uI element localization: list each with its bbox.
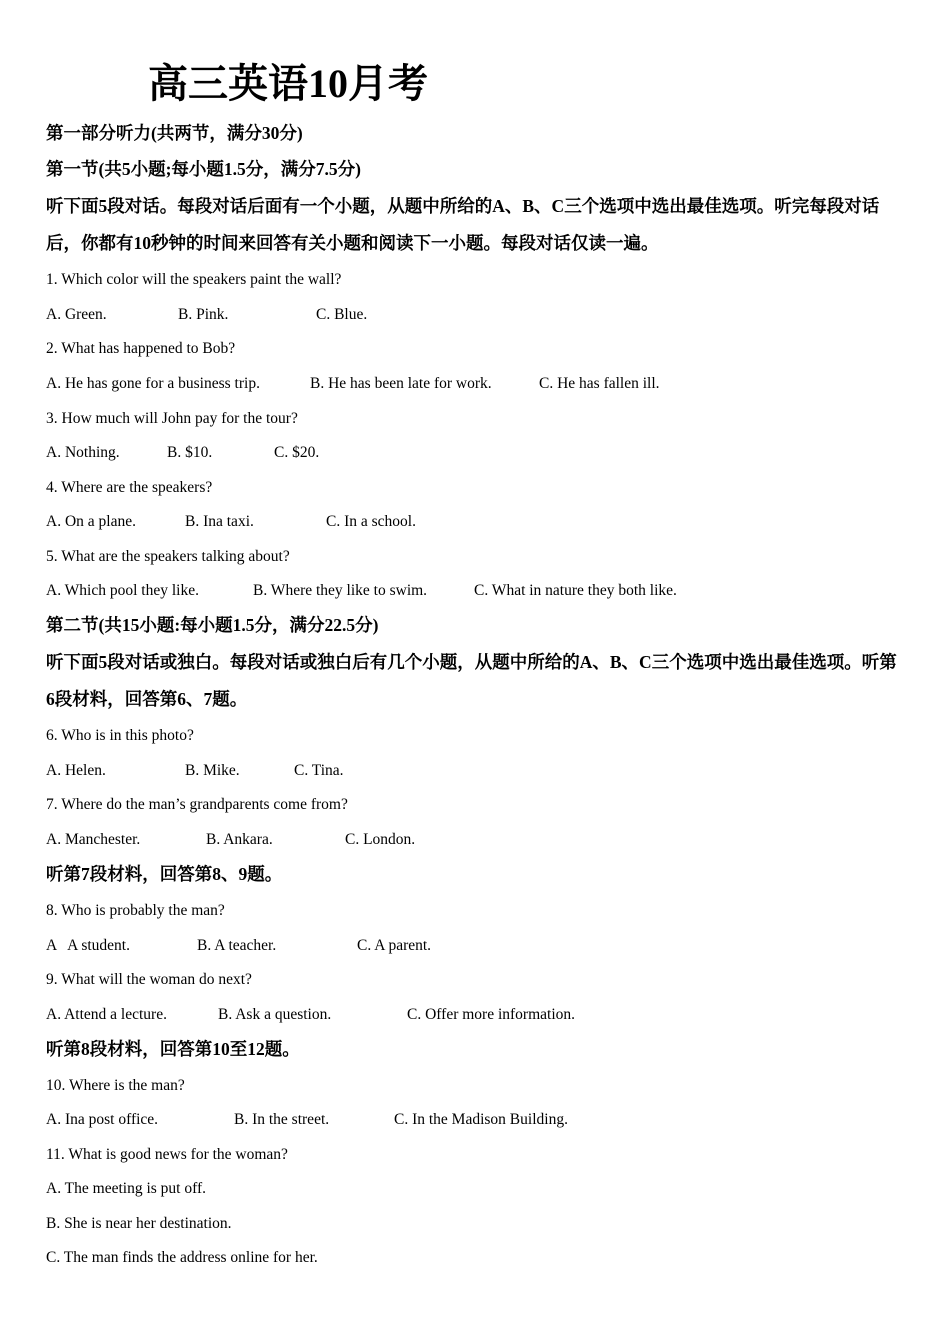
option-b: B. Ina taxi.	[185, 513, 254, 530]
section1-instructions: 听下面5段对话。每段对话后面有一个小题，从题中所给的A、B、C三个选项中选出最佳选项。听完每段对话后，你都有10秒钟的时间来回答有关小题和阅读下一小题。每段对话仅读一遍。	[46, 196, 880, 253]
option-b: B. A teacher.	[197, 937, 277, 954]
option-c: C. Offer more information.	[407, 1006, 576, 1023]
section2-heading: 第二节(共15小题:每小题1.5分，满分22.5分)	[46, 615, 379, 635]
option-c: C. In the Madison Building.	[394, 1111, 568, 1128]
option-b: B. In the street.	[234, 1111, 330, 1128]
option-a: A. On a plane.	[46, 513, 136, 530]
option-b: B. $10.	[167, 444, 213, 461]
option-c: C. London.	[345, 831, 416, 848]
option-a: A. Manchester.	[46, 831, 141, 848]
material-8-heading: 听第8段材料，回答第10至12题。	[46, 1039, 300, 1059]
option-b: B. Ask a question.	[218, 1006, 332, 1023]
option-b: B. Pink.	[178, 306, 229, 323]
question-6: 6. Who is in this photo?	[46, 727, 194, 744]
option-c: C. Blue.	[316, 306, 368, 323]
question-3: 3. How much will John pay for the tour?	[46, 410, 298, 427]
section1-heading: 第一节(共5小题;每小题1.5分，满分7.5分)	[46, 159, 361, 179]
option-c: C. He has fallen ill.	[539, 375, 660, 392]
option-c: C. Tina.	[294, 762, 344, 779]
option-c: C. In a school.	[326, 513, 416, 530]
option-b: B. Ankara.	[206, 831, 273, 848]
question-11: 11. What is good news for the woman?	[46, 1146, 288, 1163]
question-11-option-a: A. The meeting is put off.	[46, 1180, 207, 1197]
option-a: A. He has gone for a business trip.	[46, 375, 260, 392]
option-c: C. What in nature they both like.	[474, 582, 677, 599]
material-7-heading: 听第7段材料，回答第8、9题。	[46, 864, 283, 884]
question-4: 4. Where are the speakers?	[46, 479, 213, 496]
option-a: A. Ina post office.	[46, 1111, 159, 1128]
option-b: B. Where they like to swim.	[253, 582, 428, 599]
section2-instructions: 听下面5段对话或独白。每段对话或独白后有几个小题，从题中所给的A、B、C三个选项中选出最佳选项。听第6段材料，回答第6、7题。	[46, 652, 897, 709]
option-b: B. Mike.	[185, 762, 240, 779]
option-a: A. Nothing.	[46, 444, 120, 461]
option-a: A. Green.	[46, 306, 107, 323]
question-10: 10. Where is the man?	[46, 1077, 185, 1094]
question-5: 5. What are the speakers talking about?	[46, 548, 290, 565]
option-c: C. A parent.	[357, 937, 432, 954]
question-11-option-c: C. The man finds the address online for her.	[46, 1249, 318, 1266]
option-a: A. Which pool they like.	[46, 582, 199, 599]
question-1: 1. Which color will the speakers paint the wall?	[46, 271, 342, 288]
option-a: A A student.	[46, 937, 130, 954]
question-2: 2. What has happened to Bob?	[46, 340, 236, 357]
part1-heading: 第一部分听力(共两节，满分30分)	[46, 123, 303, 143]
option-b: B. He has been late for work.	[310, 375, 492, 392]
question-7: 7. Where do the man’s grandparents come from?	[46, 796, 348, 813]
option-c: C. $20.	[274, 444, 320, 461]
question-8: 8. Who is probably the man?	[46, 902, 225, 919]
option-a: A. Attend a lecture.	[46, 1006, 167, 1023]
question-11-option-b: B. She is near her destination.	[46, 1215, 232, 1232]
page-title: 高三英语10月考	[148, 61, 428, 106]
question-9: 9. What will the woman do next?	[46, 971, 252, 988]
option-a: A. Helen.	[46, 762, 106, 779]
